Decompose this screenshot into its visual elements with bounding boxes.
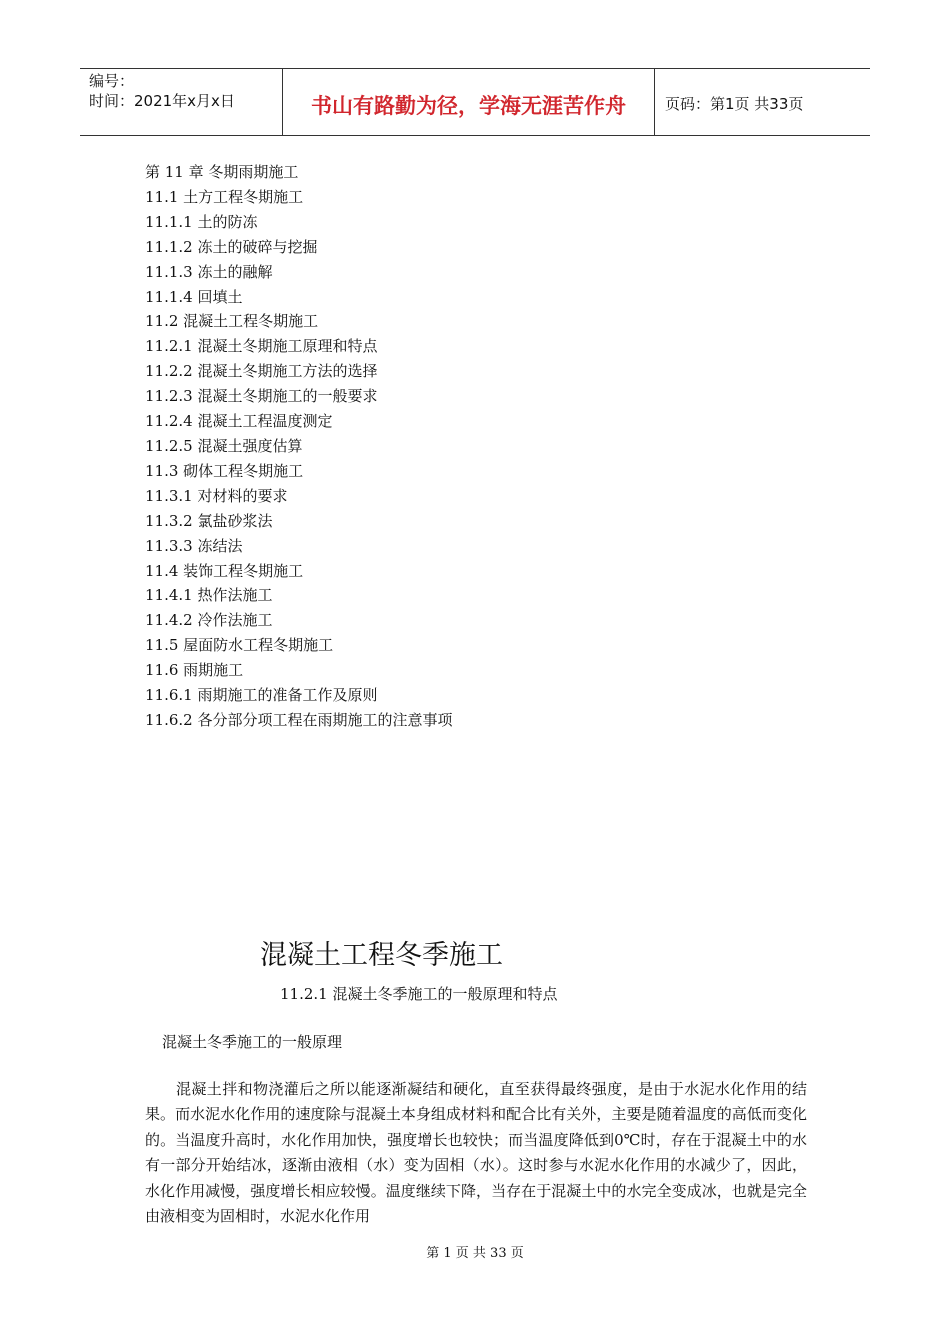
toc-item: 11.4.2 冷作法施工: [145, 611, 273, 630]
document-number-label: 编号：: [89, 72, 135, 90]
toc-item: 11.1.4 回填土: [145, 287, 243, 306]
page-footer: 第 1 页 共 33 页: [426, 1246, 524, 1261]
document-subtitle: 11.2.1 混凝土冬季施工的一般原理和特点: [280, 985, 558, 1003]
toc-item: 11.2 混凝土工程冬期施工: [145, 312, 319, 331]
toc-item: 11.2.1 混凝土冬期施工原理和特点: [145, 337, 378, 356]
toc-item: 11.3.1 对材料的要求: [145, 486, 288, 505]
toc-item: 11.1.1 土的防冻: [145, 212, 258, 231]
header-motto: 书山有路勤为径，学海无涯苦作舟: [311, 94, 626, 118]
document-header: [80, 68, 870, 136]
toc-item: 11.1 土方工程冬期施工: [145, 187, 304, 206]
body-paragraph: 混凝土拌和物浇灌后之所以能逐渐凝结和硬化，直至获得最终强度，是由于水泥水化作用的结果。而水泥水化作用的速度除与混凝土本身组成材料和配合比有关外，主要是随着温度的高低而变化的。当温度升高时，水化作用加快，强度增长也较快；而当温度降低到0℃时，存在于混凝土中的水有一部分开始结冰，逐渐由液相（水）变为固相（水）。这时参与水泥水化作用的水减少了，因此，水化作用减慢，强度增长相应较慢。温度继续下降，当存在于混凝土中的水完全变成冰，也就是完全由液相变为固相时，水泥水化作用: [145, 1080, 807, 1226]
header-motto-cell: [283, 69, 655, 135]
toc-item: 11.2.5 混凝土强度估算: [145, 436, 303, 455]
toc-item: 11.2.4 混凝土工程温度测定: [145, 412, 333, 431]
toc-item: 11.6.2 各分部分项工程在雨期施工的注意事项: [145, 710, 453, 729]
toc-item: 11.4 装饰工程冬期施工: [145, 561, 304, 580]
toc-item: 11.2.2 混凝土冬期施工方法的选择: [145, 362, 378, 381]
header-page-label: 页码：第1页 共33页: [665, 94, 804, 113]
toc-item: 11.2.3 混凝土冬期施工的一般要求: [145, 387, 378, 406]
toc-item: 11.1.2 冻土的破碎与挖掘: [145, 237, 318, 256]
header-page-cell: [655, 69, 870, 135]
toc-item: 11.5 屋面防水工程冬期施工: [145, 636, 334, 655]
document-date-label: 时间：2021年x月x日: [89, 92, 235, 110]
toc-item: 11.3.2 氯盐砂浆法: [145, 511, 273, 530]
toc-item: 11.6.1 雨期施工的准备工作及原则: [145, 686, 378, 705]
toc-item: 11.1.3 冻土的融解: [145, 262, 273, 281]
document-title: 混凝土工程冬季施工: [260, 940, 503, 971]
toc-item: 11.4.1 热作法施工: [145, 586, 273, 605]
toc-item: 第 11 章 冬期雨期施工: [145, 163, 299, 181]
table-of-contents: [145, 160, 452, 733]
toc-item: 11.6 雨期施工: [145, 661, 244, 680]
section-heading: 混凝土冬季施工的一般原理: [162, 1033, 343, 1051]
toc-item: 11.3.3 冻结法: [145, 536, 243, 555]
toc-item: 11.3 砌体工程冬期施工: [145, 461, 304, 480]
header-info-cell: [80, 69, 283, 135]
